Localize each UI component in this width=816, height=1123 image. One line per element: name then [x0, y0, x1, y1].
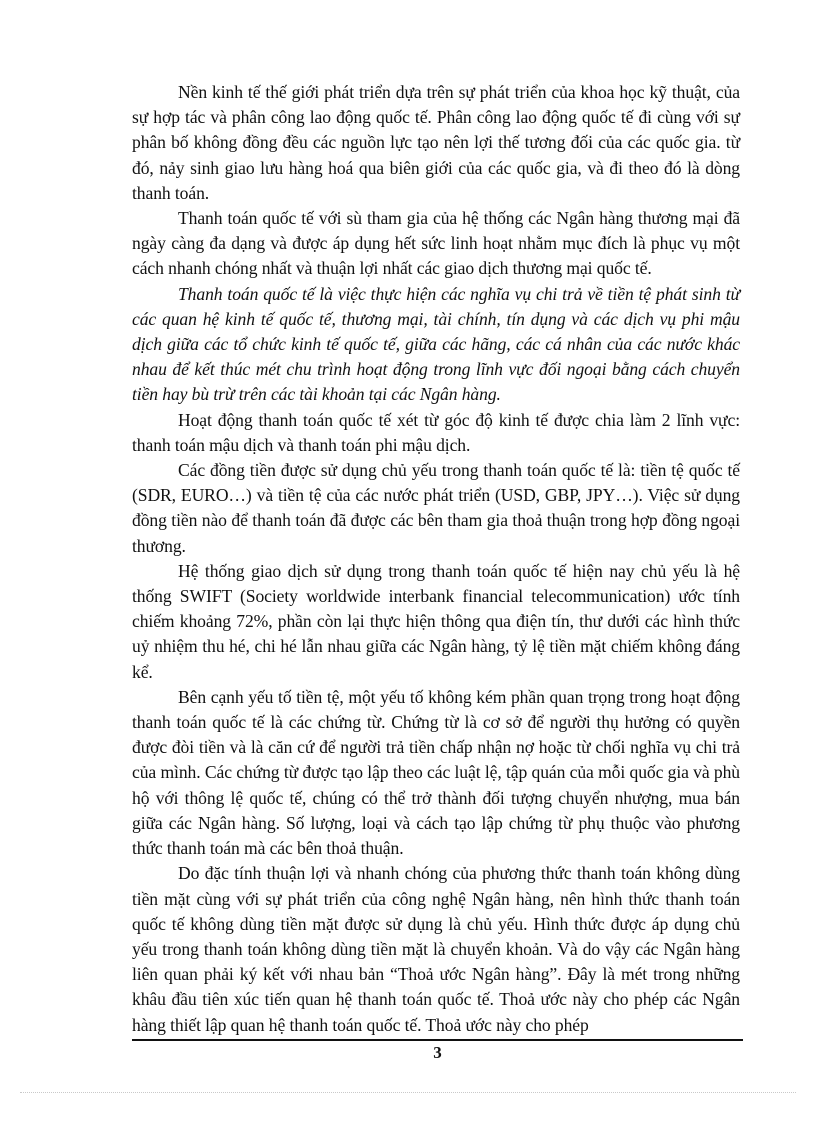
page-edge-divider [20, 1092, 796, 1093]
paragraph-fields: Hoạt động thanh toán quốc tế xét từ góc độ kinh tế được chia làm 2 lĩnh vực: thanh toán mậu dịch và thanh toán phi mậu dịch. [132, 409, 740, 455]
paragraph-currencies: Các đồng tiền được sử dụng chủ yếu trong thanh toán quốc tế là: tiền tệ quốc tế (SDR, EURO…) và tiền tệ của các nước phát triển (USD, GBP, JPY…). Việc sử dụng đồng tiền nào để thanh toán đã được các bên tham gia thoả thuận trong hợp đồng ngoại thương. [132, 460, 740, 556]
paragraph-documents: Bên cạnh yếu tố tiền tệ, một yếu tố không kém phần quan trọng trong hoạt động thanh toán quốc tế là các chứng từ. Chứng từ là cơ sở để người thụ hưởng có quyền được đòi tiền và là căn cứ để người trả tiền chấp nhận nợ hoặc từ chối nghĩa vụ chi trả của mình. Các chứng từ được tạo lập theo các luật lệ, tập quán của mỗi quốc gia và phù hộ với thông lệ quốc tế, chúng có thể trở thành đối tượng chuyển nhượng, mua bán giữa các Ngân hàng. Số lượng, loại và cách tạo lập chứng từ phụ thuộc vào phương thức thanh toán mà các bên thoả thuận. [132, 686, 740, 859]
paragraph-bank-participation: Thanh toán quốc tế với sù tham gia của hệ thống các Ngân hàng thương mại đã ngày càng đa dạng và được áp dụng hết sức linh hoạt nhằm mục đích là phục vụ một cách nhanh chóng nhất và thuận lợi nhất các giao dịch thương mại quốc tế. [132, 208, 740, 279]
page-number: 3 [433, 1043, 442, 1062]
paragraph-swift: Hệ thống giao dịch sử dụng trong thanh toán quốc tế hiện nay chủ yếu là hệ thống SWIFT (Society worldwide interbank financial telecommunication) ước tính chiếm khoảng 72%, phần còn lại thực hiện thông qua điện tín, thư dưới các hình thức uỷ nhiệm thu hé, chi hé lẫn nhau giữa các Ngân hàng, tỷ lệ tiền mặt chiếm không đáng kể. [132, 560, 740, 682]
paragraph-world-economy: Nền kinh tế thế giới phát triển dựa trên sự phát triển của khoa học kỹ thuật, của sự hợp tác và phân công lao động quốc tế. Phân công lao động quốc tế đi cùng với sự phân bố không đồng đều các nguồn lực tạo nên lợi thế tương đối của các quốc gia. từ đó, nảy sinh giao lưu hàng hoá qua biên giới của các quốc gia, và đi theo đó là dòng thanh toán. [132, 82, 740, 203]
paragraph-non-cash: Do đặc tính thuận lợi và nhanh chóng của phương thức thanh toán không dùng tiền mặt cùng với sự phát triển của công nghệ Ngân hàng, nên hình thức thanh toán quốc tế không dùng tiền mặt được sử dụng là chủ yếu. Hình thức được áp dụng chủ yếu trong thanh toán không dùng tiền mặt là chuyển khoản. Và do vậy các Ngân hàng liên quan phải ký kết với nhau bản “Thoả ước Ngân hàng”. Đây là mét trong những khâu đầu tiên xúc tiến quan hệ thanh toán quốc tế. Thoả ước này cho phép các Ngân hàng thiết lập quan hệ thanh toán quốc tế. Thoả ước này cho phép [132, 863, 740, 1035]
footer-rule [132, 1039, 743, 1041]
paragraph-definition: Thanh toán quốc tế là việc thực hiện các nghĩa vụ chi trả về tiền tệ phát sinh từ các quan hệ kinh tế quốc tế, thương mại, tài chính, tín dụng và các dịch vụ phi mậu dịch giữa các tổ chức kinh tế quốc tế, giữa các hãng, các cá nhân của các nước khác nhau để kết thúc mét chu trình hoạt động trong lĩnh vực đối ngoại bằng cách chuyển tiền hay bù trừ trên các tài khoản tại các Ngân hàng. [132, 283, 740, 405]
document-body [132, 80, 740, 1038]
